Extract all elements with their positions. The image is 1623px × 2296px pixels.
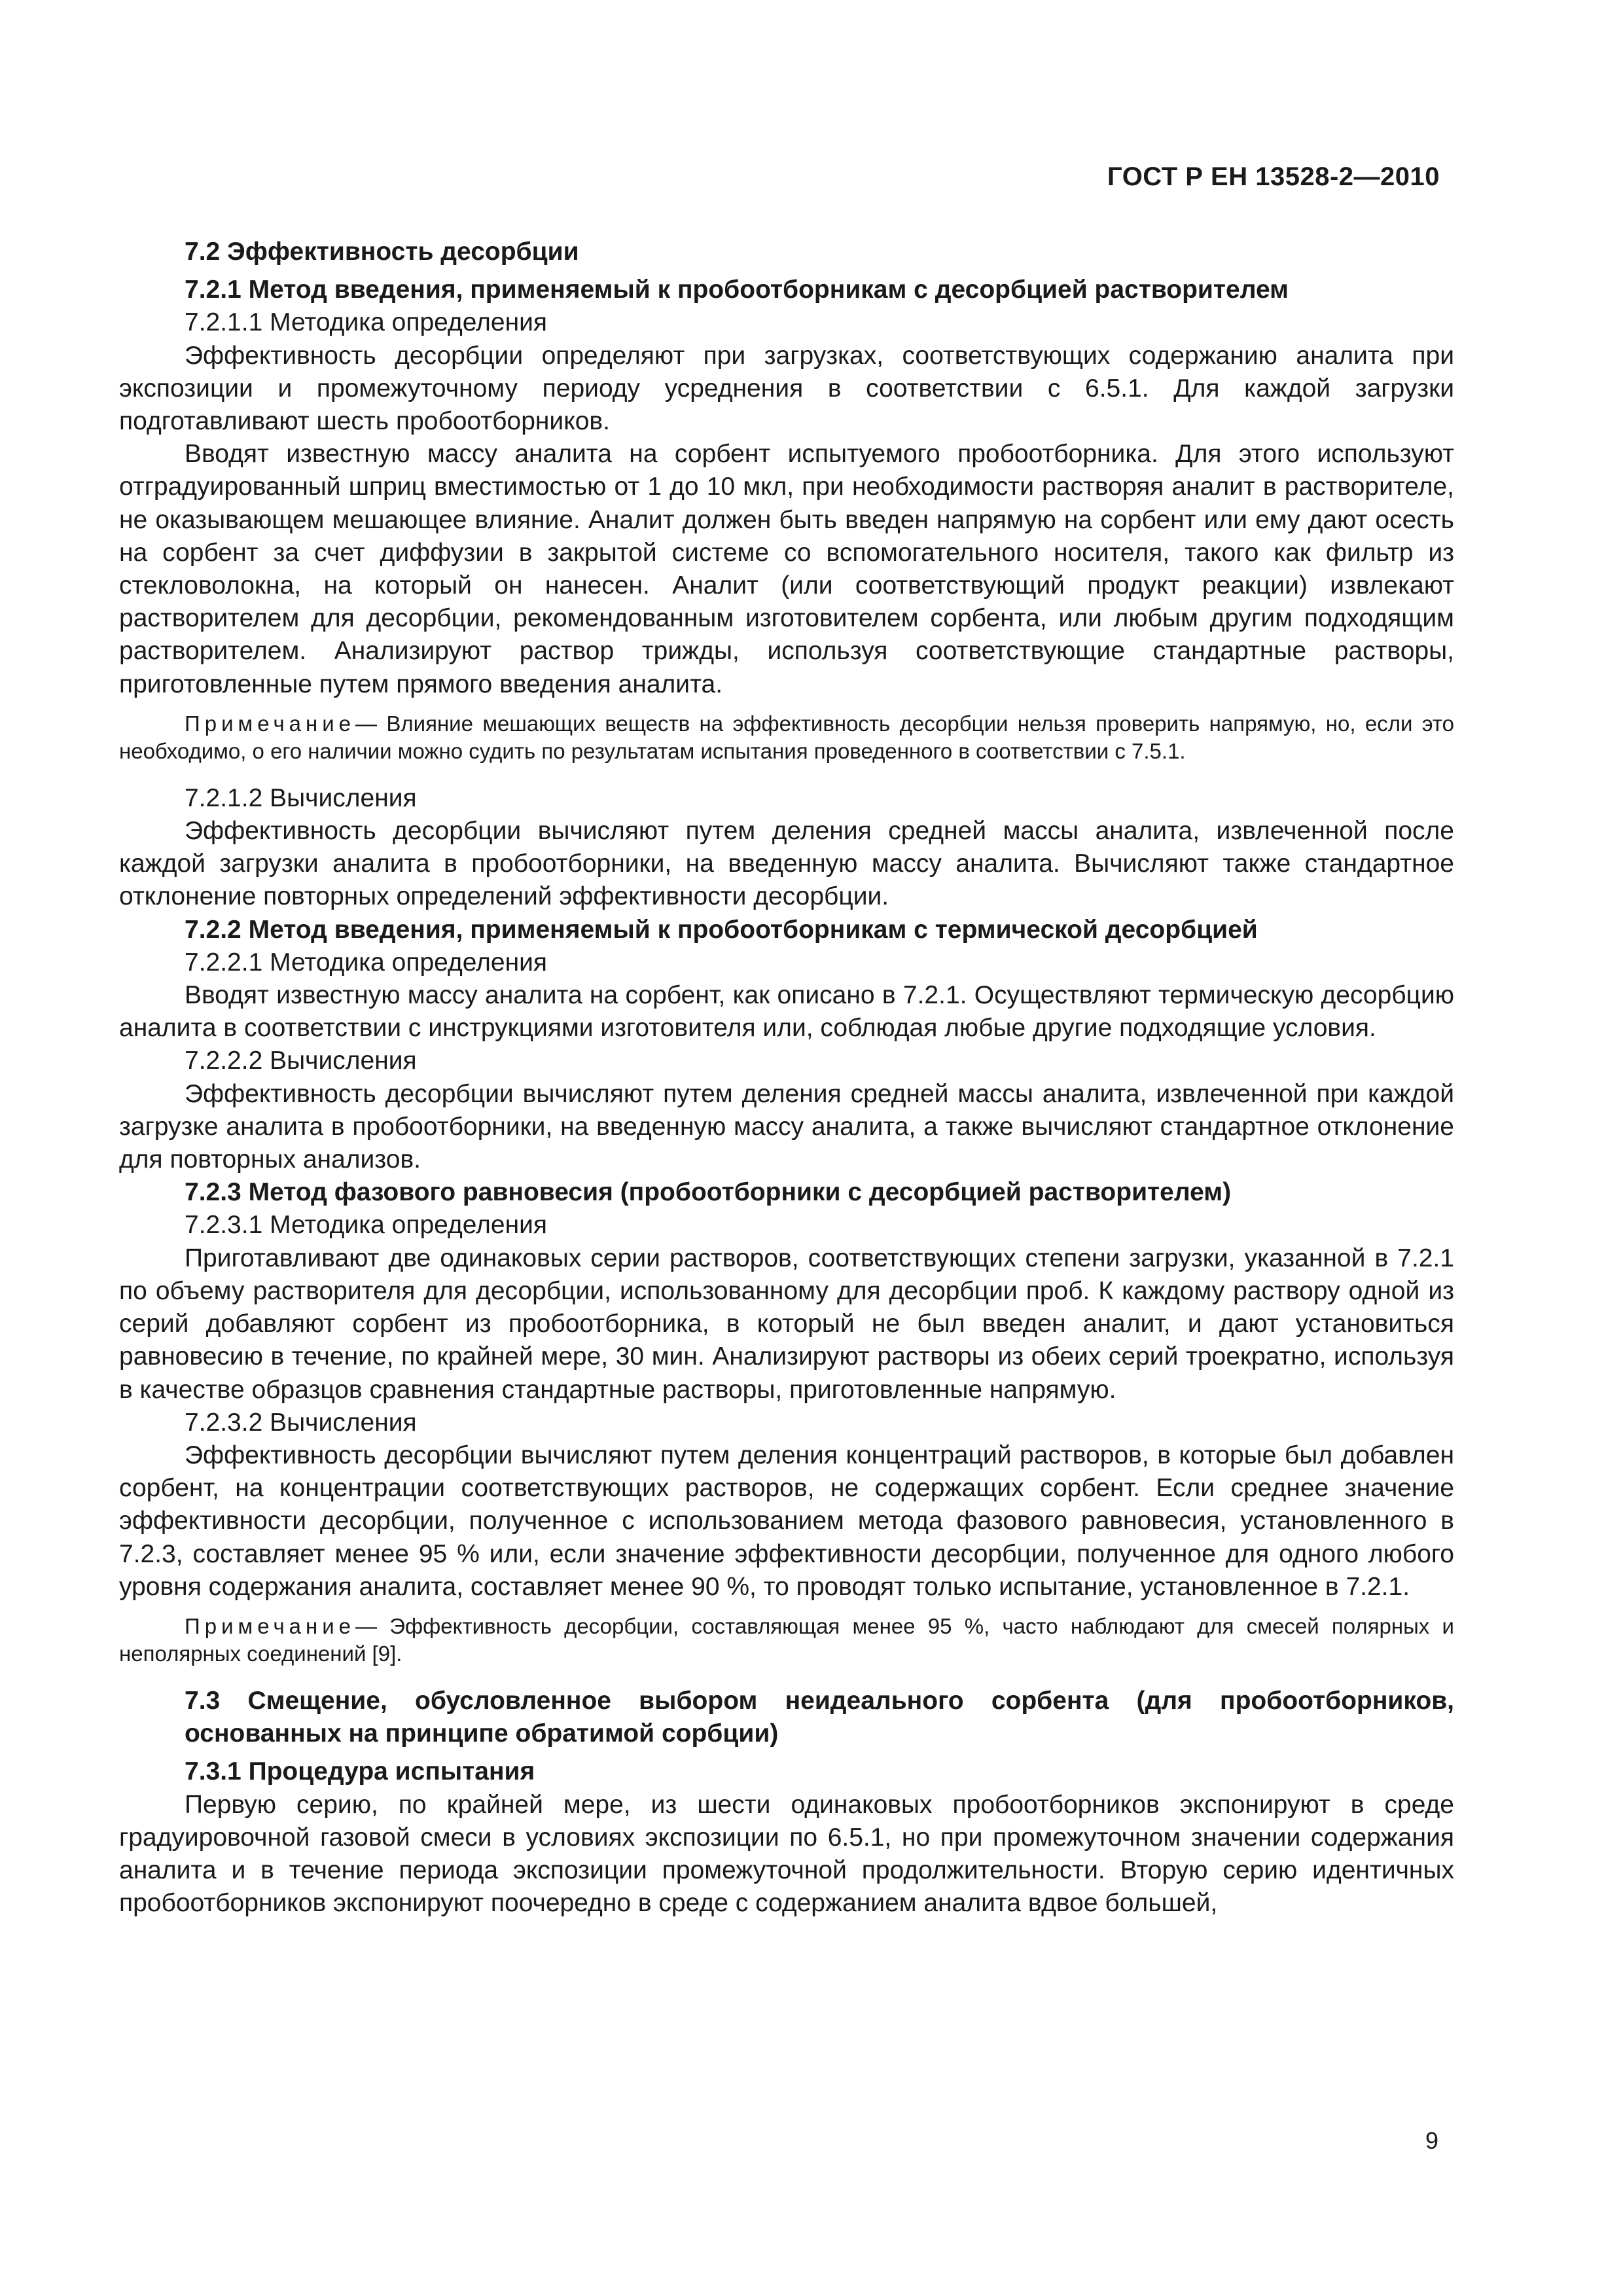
note-text: — Эффективность десорбции, составляющая менее 95 %, часто наблюдают для смесей полярных и неполярных соединений [9].: [119, 1613, 1454, 1666]
section-7-2-1-heading: 7.2.1 Метод введения, применяемый к пробоотборникам с десорбцией растворителем: [185, 276, 1289, 304]
paragraph: Вводят известную массу аналита на сорбент испытуемого пробоотборника. Для этого используют отградуированный шприц вместимостью от 1 до 10 мкл, при необходимости растворяя аналит в растворителе, не оказывающем мешающее влияние. Аналит должен быть введен напрямую на сорбент или ему дают осесть на сорбент за счет диффузии в закрытой системе со вспомогательного носителя, такого как фильтр из стекловолокна, на который он нанесен. Аналит (или соответствующий продукт реакции) извлекают растворителем для десорбции, рекомендованным изготовителем сорбента, или любым другим подходящим растворителем. Анализируют раствор трижды, используя соответствующие стандартные растворы, приготовленные путем прямого введения аналита.: [119, 440, 1454, 698]
paragraph: Эффективность десорбции определяют при загрузках, соответствующих содержанию аналита при экспозиции и промежуточному периоду усреднения в соответствии с 6.5.1. Для каждой загрузки подготавливают шесть пробоотборников.: [119, 341, 1454, 436]
section-7-2-3-heading: 7.2.3 Метод фазового равновесия (пробоотборники с десорбцией растворителем): [185, 1178, 1232, 1207]
note-2: [119, 1613, 1454, 1668]
paragraph: Приготавливают две одинаковых серии растворов, соответствующих степени загрузки, указанной в 7.2.1 по объему растворителя для десорбции, использованному для десорбции проб. К каждому раствору одной из серий добавляют сорбент из пробоотборника, в который не был введен аналит, и дают установиться равновесию в течение, по крайней мере, 30 мин. Анализируют растворы из обеих серий троекратно, используя в качестве образцов сравнения стандартные растворы, приготовленные напрямую.: [119, 1244, 1454, 1404]
note-text: — Влияние мешающих веществ на эффективность десорбции нельзя проверить напрямую, но, если это необходимо, о его наличии можно судить по результатам испытания проведенного в соответствии с 7.5.1.: [119, 711, 1454, 763]
section-7-2-3-2-heading: 7.2.3.2 Вычисления: [185, 1408, 417, 1437]
paragraph: Первую серию, по крайней мере, из шести одинаковых пробоотборников экспонируют в среде градуировочной газовой смеси в условиях экспозиции по 6.5.1, но при промежуточном значении содержания аналита и в течение периода экспозиции промежуточной продолжительности. Вторую серию идентичных пробоотборников экспонируют поочередно в среде с содержанием аналита вдвое большей,: [119, 1790, 1454, 1918]
note-1: [119, 710, 1454, 765]
section-7-3-heading: 7.3 Смещение, обусловленное выбором неидеального сорбента (для пробоотборников, основанных на принципе обратимой сорбции): [185, 1686, 1454, 1748]
document-header: ГОСТ Р ЕН 13528-2—2010: [1107, 162, 1440, 191]
section-7-2-1-1-heading: 7.2.1.1 Методика определения: [185, 308, 548, 337]
paragraph: Вводят известную массу аналита на сорбент, как описано в 7.2.1. Осуществляют термическую десорбцию аналита в соответствии с инструкциями изготовителя или, соблюдая любые другие подходящие условия.: [119, 981, 1454, 1043]
section-7-2-2-1-heading: 7.2.2.1 Методика определения: [185, 948, 548, 977]
paragraph: Эффективность десорбции вычисляют путем деления средней массы аналита, извлеченной при каждой загрузке аналита в пробоотборники, на введенную массу аналита, а также вычисляют стандартное отклонение для повторных анализов.: [119, 1079, 1454, 1174]
note-label: Примечание: [185, 711, 356, 736]
section-7-2-heading: 7.2 Эффективность десорбции: [185, 238, 579, 266]
section-7-3-1-heading: 7.3.1 Процедура испытания: [185, 1757, 535, 1786]
note-label: Примечание: [185, 1613, 356, 1638]
section-7-2-2-2-heading: 7.2.2.2 Вычисления: [185, 1047, 417, 1075]
section-7-2-2-heading: 7.2.2 Метод введения, применяемый к пробоотборникам с термической десорбцией: [185, 915, 1258, 944]
page-number: 9: [1425, 2127, 1438, 2154]
section-7-2-3-1-heading: 7.2.3.1 Методика определения: [185, 1211, 548, 1240]
paragraph: Эффективность десорбции вычисляют путем деления концентраций растворов, в которые был добавлен сорбент, на концентрации соответствующих растворов, не содержащих сорбент. Если среднее значение эффективности десорбции, полученное с использованием метода фазового равновесия, установленного в 7.2.3, составляет менее 95 % или, если значение эффективности десорбции, полученное для одного любого уровня содержания аналита, составляет менее 90 %, то проводят только испытание, установленное в 7.2.1.: [119, 1441, 1454, 1601]
paragraph: Эффективность десорбции вычисляют путем деления средней массы аналита, извлеченной после каждой загрузки аналита в пробоотборники, на введенную массу аналита. Вычисляют также стандартное отклонение повторных определений эффективности десорбции.: [119, 817, 1454, 911]
document-body: [119, 236, 1454, 1920]
section-7-2-1-2-heading: 7.2.1.2 Вычисления: [185, 783, 417, 812]
